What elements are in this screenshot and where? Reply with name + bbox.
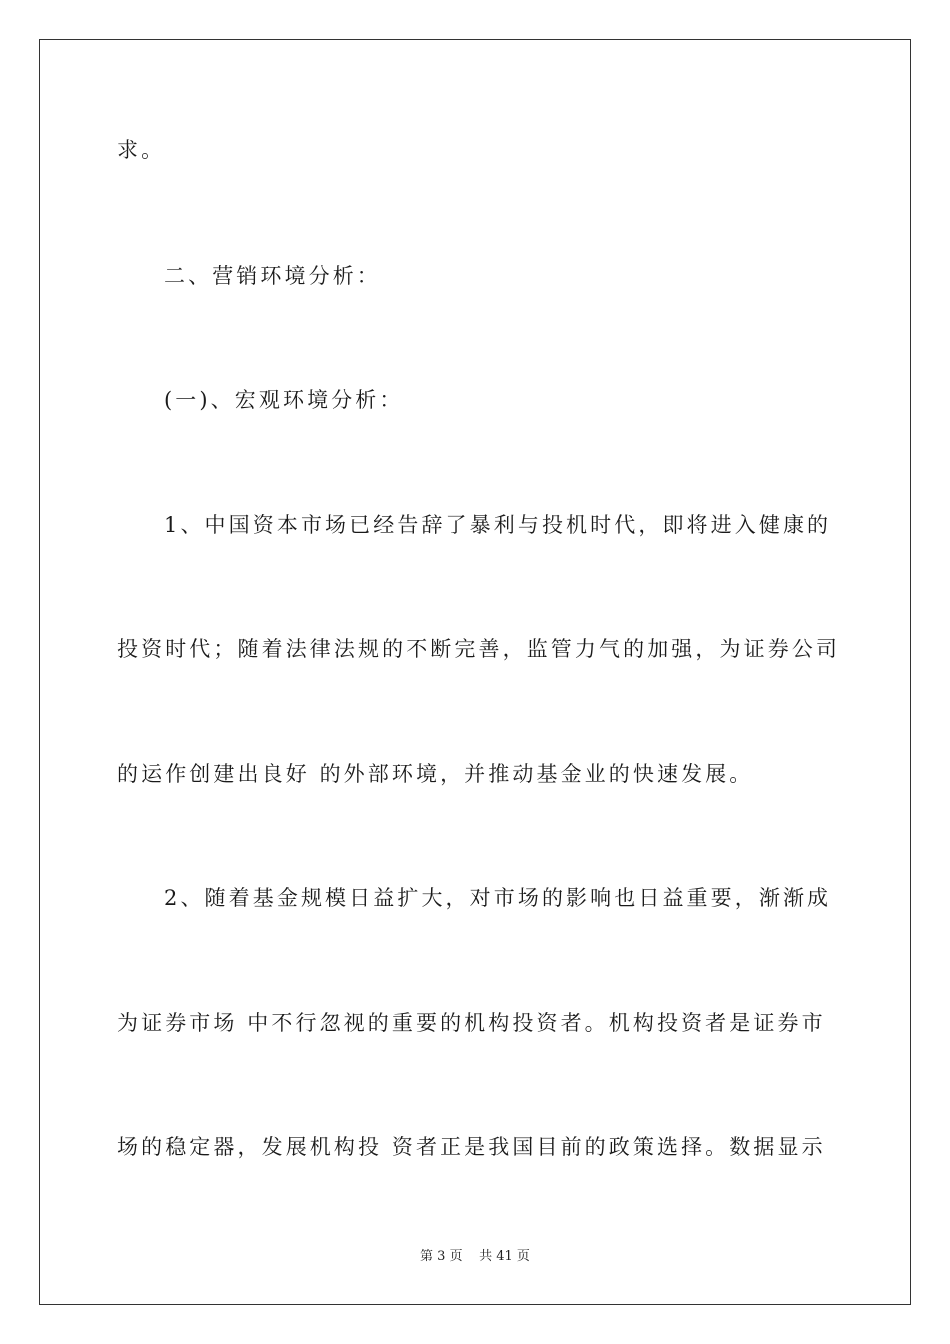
page-footer bbox=[0, 1248, 950, 1266]
paragraph-line: 的运作创建出良好 的外部环境，并推动基金业的快速发展。 bbox=[117, 762, 754, 786]
paragraph-line: 投资时代；随着法律法规的不断完善，监管力气的加强，为证券公司 bbox=[117, 637, 840, 661]
total-pages: 共 41 页 bbox=[479, 1249, 530, 1264]
page-border bbox=[39, 39, 911, 1305]
page-number: 第 3 页 bbox=[420, 1249, 463, 1264]
section-heading: 二、营销环境分析： bbox=[164, 264, 381, 288]
subsection-heading: (一)、宏观环境分析： bbox=[164, 388, 404, 412]
paragraph-line: 2、随着基金规模日益扩大，对市场的影响也日益重要，渐渐成 bbox=[164, 886, 832, 910]
paragraph-line: 为证券市场 中不行忽视的重要的机构投资者。机构投资者是证券市 bbox=[117, 1011, 826, 1035]
paragraph-line: 1、中国资本市场已经告辞了暴利与投机时代，即将进入健康的 bbox=[164, 513, 832, 537]
text-line: 求。 bbox=[117, 138, 166, 162]
paragraph-line: 场的稳定器，发展机构投 资者正是我国目前的政策选择。数据显示 bbox=[117, 1135, 826, 1159]
